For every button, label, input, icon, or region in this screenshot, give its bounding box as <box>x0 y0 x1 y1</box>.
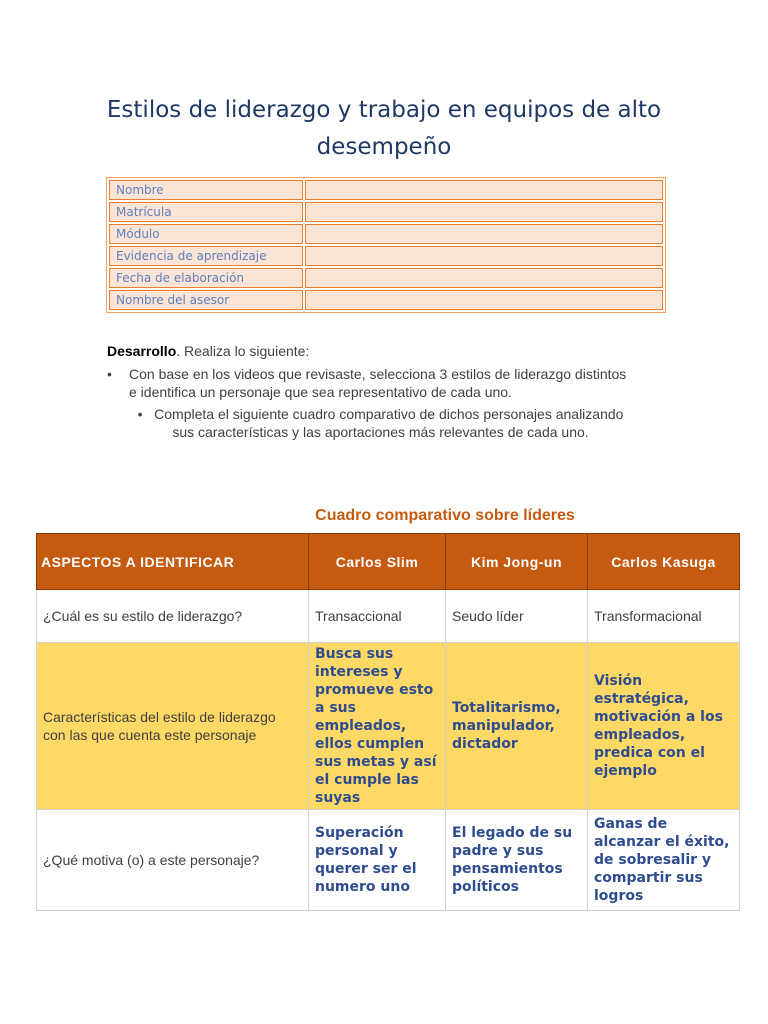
column-header: Carlos Slim <box>309 534 446 590</box>
column-header: Kim Jong-un <box>446 534 588 590</box>
student-info-form <box>106 177 666 313</box>
form-label: Matrícula <box>109 202 303 222</box>
form-row-modulo <box>109 224 663 244</box>
form-label: Nombre del asesor <box>109 290 303 310</box>
form-label: Evidencia de aprendizaje <box>109 246 303 266</box>
form-row-evidencia <box>109 246 663 266</box>
instruction-text: Completa el siguiente cuadro comparativo de dichos personajes analizando sus características y las aportaciones más relevantes de cada uno. <box>154 406 624 440</box>
table-row <box>37 810 740 911</box>
answer-cell: Visión estratégica, motivación a los empleados, predica con el ejemplo <box>588 643 740 810</box>
bullet-icon: • <box>107 366 112 382</box>
form-row-nombre <box>109 180 663 200</box>
form-field-asesor[interactable] <box>305 290 663 310</box>
answer-cell: Busca sus intereses y promueve esto a sus empleados, ellos cumplen sus metas y así el cumple las suyas <box>309 643 446 810</box>
aspect-cell: ¿Qué motiva (o) a este personaje? <box>37 810 309 911</box>
column-header: Carlos Kasuga <box>588 534 740 590</box>
comparison-table <box>36 533 740 911</box>
table-row <box>37 590 740 643</box>
answer-cell: Transformacional <box>588 590 740 643</box>
form-row-matricula <box>109 202 663 222</box>
instruction-text: Con base en los videos que revisaste, selecciona 3 estilos de liderazgo distintos e identifica un personaje que sea representativo de cada uno. <box>129 366 627 400</box>
aspect-cell: ¿Cuál es su estilo de liderazgo? <box>37 590 309 643</box>
form-row-asesor <box>109 290 663 310</box>
page-title: Estilos de liderazgo y trabajo en equipos de alto desempeño <box>106 97 662 160</box>
form-field-nombre[interactable] <box>305 180 663 200</box>
form-label: Fecha de elaboración <box>109 268 303 288</box>
form-label: Nombre <box>109 180 303 200</box>
form-field-matricula[interactable] <box>305 202 663 222</box>
answer-cell: Seudo líder <box>446 590 588 643</box>
instruction-bullet <box>107 365 637 401</box>
comparison-title: Cuadro comparativo sobre líderes <box>315 507 575 524</box>
aspect-cell: Características del estilo de liderazgo con las que cuenta este personaje <box>37 643 309 810</box>
column-header: ASPECTOS A IDENTIFICAR <box>37 534 309 590</box>
form-label: Módulo <box>109 224 303 244</box>
answer-cell: Totalitarismo, manipulador, dictador <box>446 643 588 810</box>
answer-cell: Ganas de alcanzar el éxito, de sobresalir y compartir sus logros <box>588 810 740 911</box>
answer-cell: Transaccional <box>309 590 446 643</box>
form-row-fecha <box>109 268 663 288</box>
instruction-bullet <box>128 405 633 441</box>
table-row <box>37 643 740 810</box>
instructions-heading: Desarrollo <box>107 343 177 359</box>
bullet-icon: • <box>137 406 155 422</box>
form-field-fecha[interactable] <box>305 268 663 288</box>
answer-cell: Superación personal y querer ser el numero uno <box>309 810 446 911</box>
table-header-row <box>37 534 740 590</box>
instructions-intro <box>107 342 667 360</box>
instructions-intro-text: . Realiza lo siguiente: <box>176 343 310 359</box>
answer-cell: El legado de su padre y sus pensamientos políticos <box>446 810 588 911</box>
form-field-evidencia[interactable] <box>305 246 663 266</box>
form-field-modulo[interactable] <box>305 224 663 244</box>
